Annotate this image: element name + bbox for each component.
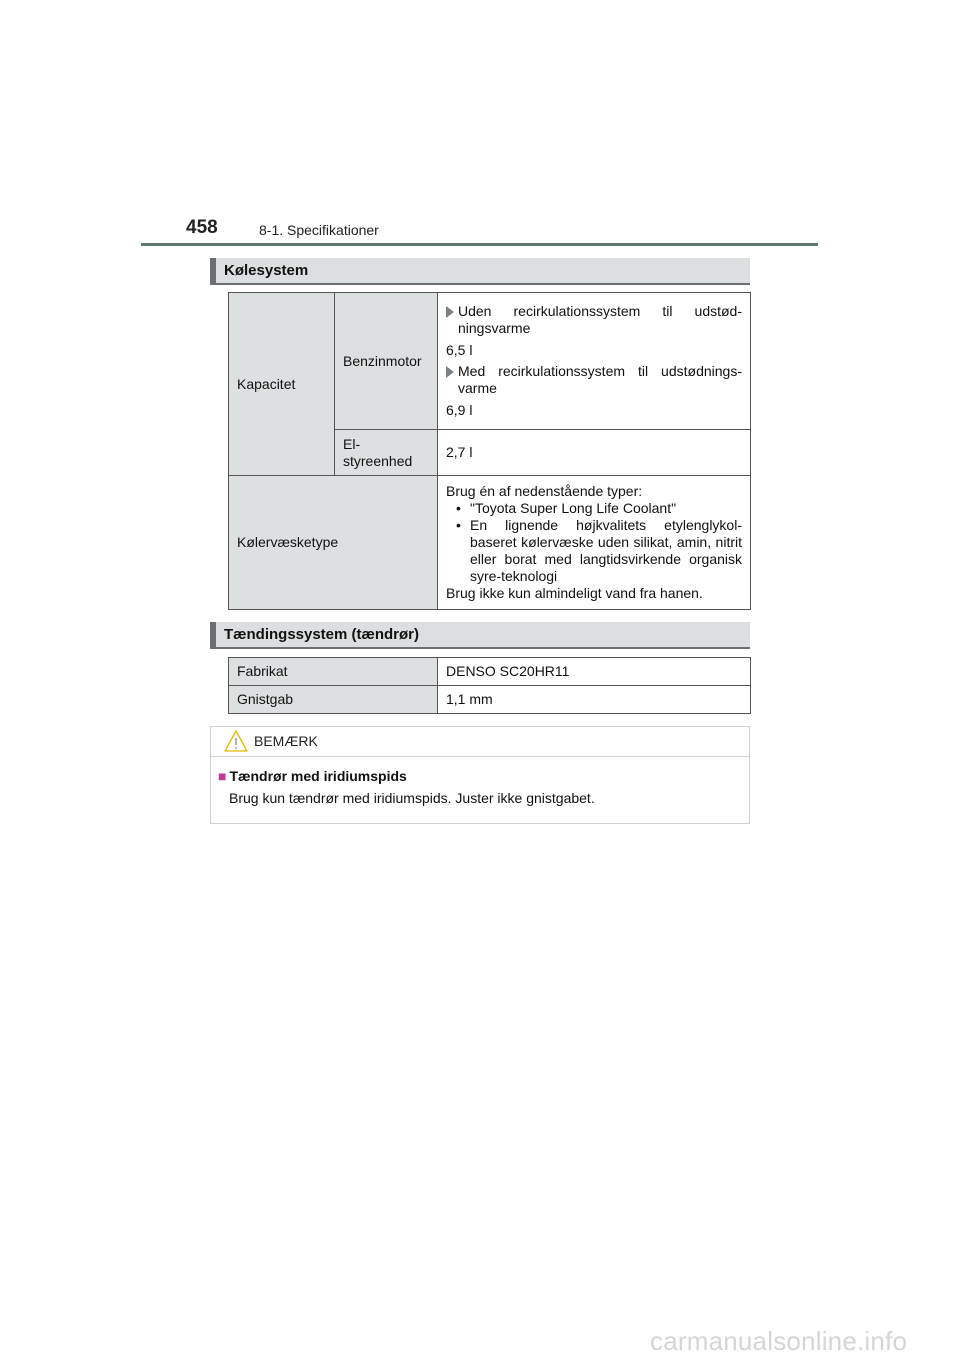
coolant-intro: Brug én af nedenstående typer: <box>446 483 643 499</box>
coolant-type-label: Kølervæsketype <box>229 476 438 610</box>
gnistgab-value: 1,1 mm <box>438 686 751 714</box>
header-rule <box>141 243 818 246</box>
benzin-label: Benzinmotor <box>335 293 438 430</box>
benzin-values <box>438 293 751 430</box>
coolant-outro: Brug ikke kun almindeligt vand fra hanen. <box>446 585 703 601</box>
option-text: Uden recirkulationssystem til udstød-ningsvarme <box>458 303 742 336</box>
option-text: Med recirkulationssystem til udstødnings-varme <box>458 363 742 396</box>
notice-header <box>211 727 749 757</box>
square-bullet-icon: ■ <box>218 768 227 784</box>
bullet-text: En lignende højkvalitets etylenglykol-baseret kølervæske uden silikat, amin, nitrit eller borat med langtidsvirkende organisk syre-teknologi <box>470 517 742 584</box>
gnistgab-label: Gnistgab <box>229 686 438 714</box>
el-unit-label: El-styreenhed <box>335 430 438 476</box>
bullet-dot-icon: • <box>456 500 461 516</box>
section-title: Tændingssystem (tændrør) <box>224 626 420 643</box>
notice-item-text: Brug kun tændrør med iridiumspids. Juster ikke gnistgabet. <box>229 790 595 806</box>
amount-value: 6,5 l <box>446 342 473 358</box>
el-unit-value: 2,7 l <box>438 430 751 476</box>
page-number: 458 <box>186 217 218 238</box>
section-title: Kølesystem <box>224 262 309 279</box>
chapter-title: 8-1. Specifikationer <box>259 222 379 238</box>
amount-value: 6,9 l <box>446 402 473 418</box>
triangle-bullet-icon <box>446 306 454 318</box>
section-marker <box>210 258 216 283</box>
ignition-spec-table <box>228 657 751 714</box>
option-item <box>446 303 742 337</box>
fabrikat-value: DENSO SC20HR11 <box>438 658 751 686</box>
watermark: carmanualsonline.info <box>650 1326 908 1356</box>
table-row <box>229 686 751 714</box>
notice-item-title-text: Tændrør med iridiumspids <box>229 768 407 784</box>
capacity-label: Kapacitet <box>229 293 335 476</box>
table-row <box>229 293 751 430</box>
coolant-type-value <box>438 476 751 610</box>
section-header-cooling <box>210 258 750 285</box>
list-item <box>446 500 742 517</box>
notice-box <box>210 726 750 824</box>
notice-label: BEMÆRK <box>254 733 318 749</box>
section-header-ignition <box>210 622 750 649</box>
fabrikat-label: Fabrikat <box>229 658 438 686</box>
cooling-spec-table <box>228 292 751 610</box>
warning-triangle-icon <box>224 730 248 752</box>
list-item <box>446 517 742 585</box>
section-marker <box>210 622 216 647</box>
option-item <box>446 363 742 397</box>
table-row <box>229 476 751 610</box>
bullet-dot-icon: • <box>456 517 461 533</box>
triangle-bullet-icon <box>446 366 454 378</box>
bullet-text: "Toyota Super Long Life Coolant" <box>470 500 677 516</box>
notice-item-title <box>218 768 407 784</box>
table-row <box>229 658 751 686</box>
